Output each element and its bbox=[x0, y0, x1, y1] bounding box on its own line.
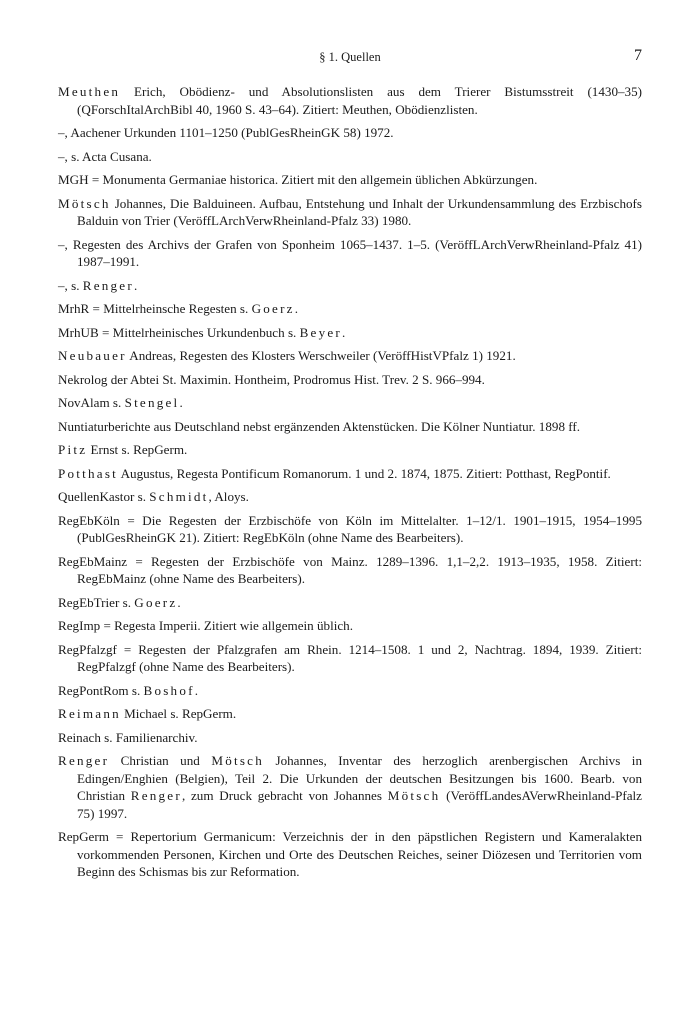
bibliography-entry bbox=[58, 512, 642, 547]
author-name: Stengel bbox=[124, 395, 180, 410]
bibliography-entry bbox=[58, 371, 642, 389]
author-name: Renger bbox=[82, 277, 134, 293]
author-name: Mötsch bbox=[58, 195, 111, 211]
entry-text: Ernst s. RepGerm. bbox=[87, 442, 188, 457]
author-name: Reimann bbox=[58, 706, 121, 721]
entry-text: , zum Druck gebracht von Johannes bbox=[181, 788, 388, 803]
author-name: Boshof bbox=[143, 682, 195, 698]
bibliography-entry bbox=[58, 705, 642, 723]
entry-text: Nekrolog der Abtei St. Maximin. Hontheim, Prodromus Hist. Trev. 2 S. 966–994. bbox=[58, 371, 485, 387]
author-name: Renger bbox=[130, 788, 182, 803]
entry-text: RegPfalzgf = Regesten der Pfalzgrafen am Rhein. 1214–1508. 1 und 2, Nachtrag. 1894, 1939. Zitiert: RegPfalzgf (ohne Name des Bearbeiters). bbox=[58, 641, 642, 674]
bibliography-entry bbox=[58, 729, 642, 747]
entry-text: RegImp = Regesta Imperii. Zitiert wie allgemein üblich. bbox=[58, 618, 353, 633]
author-name: Schmidt bbox=[149, 489, 209, 504]
bibliography-entry bbox=[58, 641, 642, 676]
entry-text: , Aloys. bbox=[208, 489, 249, 504]
bibliography-entry bbox=[58, 553, 642, 588]
page-number: 7 bbox=[634, 47, 642, 64]
entry-text: –, s. Acta Cusana. bbox=[58, 148, 152, 164]
entry-prefix: MrhUB = Mittelrheinisches Urkundenbuch s. bbox=[58, 324, 300, 340]
author-name: Goerz bbox=[251, 301, 295, 316]
author-name: Beyer bbox=[299, 324, 342, 340]
entry-text: Augustus, Regesta Pontificum Romanorum. 1 und 2. 1874, 1875. Zitiert: Potthast, RegPontif. bbox=[118, 465, 611, 481]
entry-prefix: MrhR = Mittelrheinsche Regesten s. bbox=[58, 301, 252, 316]
bibliography-entry bbox=[58, 148, 642, 166]
author-name: Neubauer bbox=[58, 348, 127, 363]
entry-text: (VeröffLandesAVerwRheinland-Pfalz 75) 1997. bbox=[77, 788, 642, 821]
entry-text: Nuntiaturberichte aus Deutschland nebst ergänzenden Aktenstücken. Die Kölner Nuntiatur. 1898 ff. bbox=[58, 418, 581, 434]
bibliography-entry bbox=[58, 418, 642, 436]
entry-text: . bbox=[179, 395, 183, 410]
bibliography-entry bbox=[58, 441, 642, 459]
author-name: Mötsch bbox=[211, 753, 264, 768]
bibliography-entry bbox=[58, 752, 642, 822]
bibliography-entry bbox=[58, 617, 642, 635]
page-header bbox=[58, 47, 642, 69]
bibliography-entry bbox=[58, 465, 642, 483]
entry-text: Erich, Obödienz- und Absolutionslisten aus dem Trierer Bistumsstreit (1430–35) (QForschItalArchBibl 40, 1960 S. 43–64). Zitiert: Meuthen, Obödienzlisten. bbox=[77, 84, 642, 117]
entry-text: MGH = Monumenta Germaniae historica. Zitiert mit den allgemein üblichen Abkürzungen. bbox=[58, 172, 538, 187]
entry-text: RepGerm = Repertorium Germanicum: Verzeichnis der in den päpstlichen Registern und Kameralakten vorkommenden Personen, Kirchen und Orte des Deutschen Reiches, seiner Diözesen und Territorien vom Beginn des Schismas bis zur Reformation. bbox=[58, 829, 642, 879]
entry-prefix: RegPontRom s. bbox=[58, 682, 144, 698]
author-name: Goerz bbox=[134, 594, 178, 610]
bibliography-entry bbox=[58, 300, 642, 318]
entry-prefix: QuellenKastor s. bbox=[58, 489, 150, 504]
bibliography-entry bbox=[58, 236, 642, 271]
bibliography-entry bbox=[58, 277, 642, 295]
running-head-section: § 1. Quellen bbox=[319, 50, 381, 64]
bibliography-entry bbox=[58, 124, 642, 142]
bibliography-entry bbox=[58, 488, 642, 506]
bibliography-list bbox=[58, 83, 642, 887]
entry-text: . bbox=[177, 594, 181, 610]
entry-text: . bbox=[342, 324, 346, 340]
entry-text: . bbox=[294, 301, 298, 316]
author-name: Renger bbox=[58, 753, 110, 768]
bibliography-entry bbox=[58, 347, 642, 365]
entry-text: . bbox=[194, 682, 198, 698]
bibliography-entry bbox=[58, 682, 642, 700]
bibliography-entry bbox=[58, 394, 642, 412]
author-name: Potthast bbox=[58, 465, 119, 481]
entry-text: Reinach s. Familienarchiv. bbox=[58, 729, 198, 745]
bibliography-entry bbox=[58, 83, 642, 118]
bibliography-entry bbox=[58, 828, 642, 881]
entry-text: Johannes, Inventar des herzoglich arenbergischen Archivs in Edingen/Enghien (Belgien), Teil 2. Die Urkunden der deutschen Besitzungen bis 1600. Bearb. von Christian bbox=[77, 753, 642, 803]
entry-prefix: NovAlam s. bbox=[58, 395, 125, 410]
bibliography-entry bbox=[58, 594, 642, 612]
entry-text: RegEbMainz = Regesten der Erzbischöfe von Mainz. 1289–1396. 1,1–2,2. 1913–1935, 1958. Zitiert: RegEbMainz (ohne Name des Bearbeiters). bbox=[58, 553, 642, 586]
entry-text: Christian und bbox=[109, 753, 212, 768]
entry-prefix: RegEbTrier s. bbox=[58, 594, 135, 610]
entry-text: Johannes, Die Balduineen. Aufbau, Entstehung und Inhalt der Urkundensammlung des Erzbischofs Balduin von Trier (VeröffLArchVerwRheinland-Pfalz 33) 1980. bbox=[77, 195, 642, 228]
bibliography-entry bbox=[58, 195, 642, 230]
author-name: Mötsch bbox=[387, 788, 441, 803]
entry-text: . bbox=[133, 277, 138, 293]
entry-prefix: –, s. bbox=[58, 277, 83, 293]
bibliography-entry bbox=[58, 324, 642, 342]
author-name: Pitz bbox=[58, 442, 88, 457]
entry-text: –, Aachener Urkunden 1101–1250 (PublGesRheinGK 58) 1972. bbox=[58, 125, 394, 140]
author-name: Meuthen bbox=[58, 84, 121, 99]
entry-text: RegEbKöln = Die Regesten der Erzbischöfe von Köln im Mittelalter. 1–12/1. 1901–1915, 1954–1995 (PublGesRheinGK 21). Zitiert: RegEbKöln (ohne Name des Bearbeiters). bbox=[58, 512, 642, 545]
bibliography-entry bbox=[58, 171, 642, 189]
entry-text: Andreas, Regesten des Klosters Werschweiler (VeröffHistVPfalz 1) 1921. bbox=[126, 348, 516, 363]
entry-text: –, Regesten des Archivs der Grafen von Sponheim 1065–1437. 1–5. (VeröffLArchVerwRheinland-Pfalz 41) 1987–1991. bbox=[58, 236, 642, 269]
entry-text: Michael s. RepGerm. bbox=[120, 706, 237, 721]
